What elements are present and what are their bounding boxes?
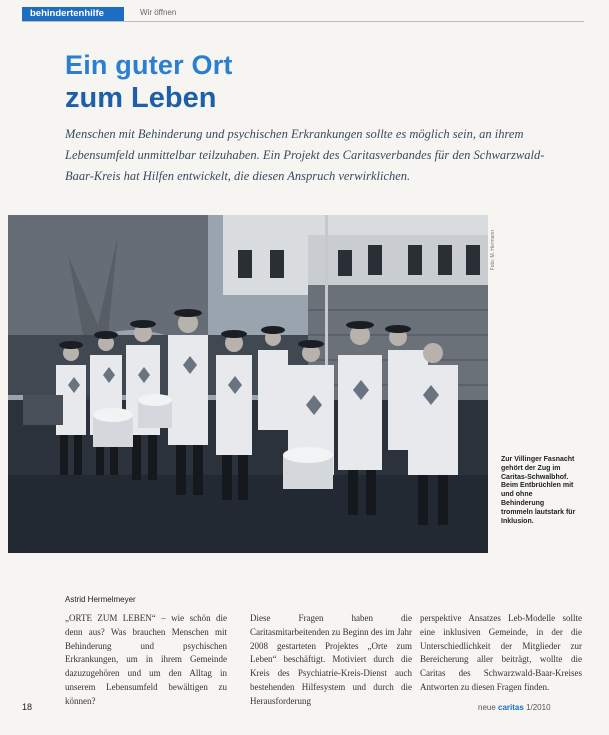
page-number: 18 [22, 702, 33, 712]
body-column-3: perspektive Ansatzes Leb-Modelle sollte eine inklusiven Gemeinde, in der die Unterschiedlichkeit der Mitglieder zur Bereicherung aller beiträgt, wollte die Caritas des Schwarzwald-Baar-Kreises Antworten zu diesen Fragen finden. [420, 613, 582, 692]
article-lead: Menschen mit Behinderung und psychischen Erkrankungen sollte es möglich sein, an ihrem Lebensumfeld unmittelbar teilzuhaben. Ein Projekt des Caritasverbandes für den Schwarzwald-Baar-Kreis hat Hilfen entwickelt, die diesen Anspruch verwirklichen. [65, 127, 545, 183]
magazine-name: caritas [498, 703, 524, 712]
article-photo [8, 215, 488, 553]
section-sublabel: Wir öffnen [140, 8, 177, 17]
body-column-2: Diese Fragen haben die Caritasmitarbeitenden zu Beginn des im Jahr 2008 gestarteten Projektes „Orte zum Leben“ beschäftigt. Motiviert durch die Kreis des Psychiatrie-Kreis-Dienst auch bestehenden Hilfesystem und durch die Herausforderung [250, 613, 412, 706]
article-title-line1: Ein guter Ort [65, 50, 233, 80]
magazine-issue: 1/2010 [526, 703, 551, 712]
magazine-prefix: neue [478, 703, 496, 712]
photo-credit: Foto: M. Hermann [490, 230, 496, 271]
section-label: behindertenhilfe [22, 7, 124, 21]
header-rule [22, 21, 584, 22]
article-author: Astrid Hermelmeyer [65, 595, 136, 604]
photo-caption: Zur Villinger Fasnacht gehört der Zug im Caritas-Schwalbhof. Beim Entbrüchlen mit und ohne Behinderung trommeln lautstark für Inklusion. [501, 456, 576, 525]
magazine-footer [478, 703, 551, 712]
body-column-1: „ORTE ZUM LEBEN“ – wie schön die denn aus? Was brauchen Menschen mit Behinderung und psychischen Erkrankungen, um in ihrem Gemeinde dazuzugehören und um den Alltag in unserem Lebensumfeld bewältigen zu können? [65, 613, 227, 706]
article-title-line2: zum Leben [65, 82, 217, 114]
